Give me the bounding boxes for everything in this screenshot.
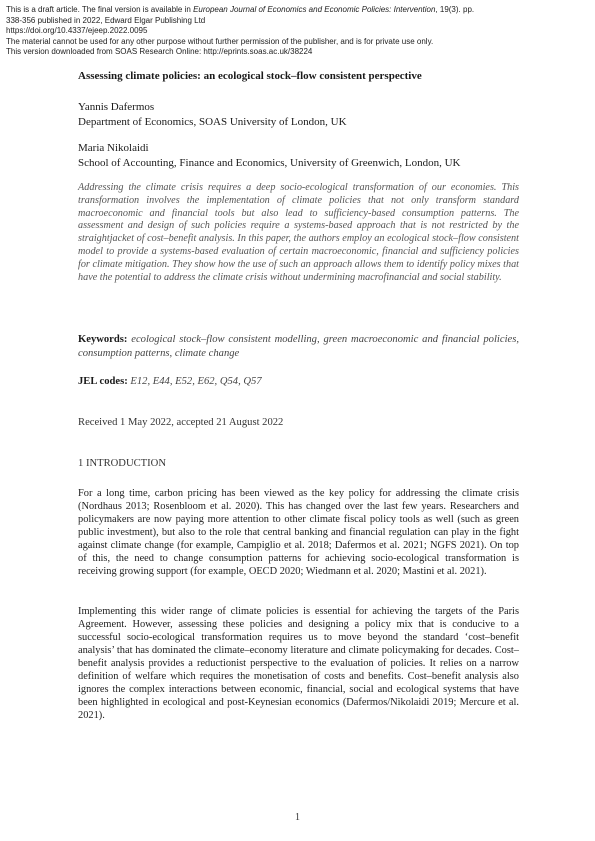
jel-label: JEL codes: bbox=[78, 376, 128, 387]
author-name: Yannis Dafermos bbox=[78, 101, 155, 113]
draft-notice-line-4: The material cannot be used for any other purpose without further permission of the publisher, and is for private use only. bbox=[6, 36, 434, 46]
journal-name: European Journal of Economics and Economic Policies: Intervention bbox=[193, 5, 436, 14]
author-affiliation: School of Accounting, Finance and Economics, University of Greenwich, London, UK bbox=[78, 156, 461, 169]
draft-notice bbox=[6, 5, 591, 58]
section-heading: 1 INTRODUCTION bbox=[78, 458, 166, 469]
doi-link[interactable]: https://doi.org/10.4337/ejeep.2022.0095 bbox=[6, 26, 148, 35]
body-paragraph-1: For a long time, carbon pricing has been viewed as the key policy for addressing the climate crisis (Nordhaus 2013; Rosenbloom et al. 2020). This has changed over the last few years. Researchers and policymakers are now paying more attention to other climate fiscal policy tools as well (such as green public investment), but also to the role that central banking and financial regulation can play in the fight against climate change (for example, Campiglio et al. 2018; Dafermos et al. 2021; NGFS 2021). On top of this, the need to change consumption patterns for achieving socio-ecological transformation is receiving growing support (for example, OECD 2020; Wiedmann et al. 2020; Mastini et al. 2021). bbox=[78, 488, 519, 577]
jel-codes bbox=[78, 376, 519, 387]
draft-notice-line-2: 338-356 published in 2022, Edward Elgar Publishing Ltd bbox=[6, 15, 206, 25]
keywords bbox=[78, 333, 519, 361]
draft-notice-text: This is a draft article. The final version is available in bbox=[6, 5, 191, 14]
keywords-text: ecological stock–flow consistent modelling, green macroeconomic and financial policies, consumption patterns, climate change bbox=[78, 334, 519, 359]
abstract-text: Addressing the climate crisis requires a deep socio-ecological transformation of our economies. This transformation involves the implementation of climate policies that not only transform standard macroeconomic and financial tools but also lead to sufficiency-based consumption patterns. The assessment and design of such policies require a systems-based approach that is not restricted by the straightjacket of cost–benefit analysis. In this paper, the authors employ an ecological stock–flow consistent model to provide a systems-based evaluation of certain macroeconomic, financial and sufficiency policies for climate mitigation. They show how the use of such an approach allows them to identify policy mixes that have the potential to address the climate crisis without undermining macrofinancial and social stability. bbox=[78, 182, 519, 283]
page-number: 1 bbox=[295, 812, 300, 823]
jel-text: E12, E44, E52, E62, Q54, Q57 bbox=[130, 376, 262, 387]
keywords-label: Keywords: bbox=[78, 334, 128, 345]
author-name: Maria Nikolaidi bbox=[78, 142, 149, 154]
author-block-2 bbox=[78, 141, 538, 170]
paper-title: Assessing climate policies: an ecological stock–flow consistent perspective bbox=[78, 70, 422, 82]
repository-link[interactable]: This version downloaded from SOAS Research Online: http://eprints.soas.ac.uk/38224 bbox=[6, 47, 313, 56]
draft-notice-line-1 bbox=[6, 5, 591, 16]
author-block-1 bbox=[78, 100, 538, 129]
author-affiliation: Department of Economics, SOAS University of London, UK bbox=[78, 115, 347, 128]
received-date: Received 1 May 2022, accepted 21 August 2022 bbox=[78, 417, 284, 428]
body-paragraph-2: Implementing this wider range of climate policies is essential for achieving the targets of the Paris Agreement. However, assessing these policies and designing a policy mix that is conducive to a successful socio-ecological transformation requires us to move beyond the standard ‘cost–benefit analysis’ that has dominated the climate–economy literature and climate policymaking for decades. Cost–benefit analysis provides a reductionist perspective to the evaluation of policies. It relies on a narrow definition of welfare which requires the monetisation of costs and benefits. Cost–benefit analysis also ignores the complex interactions between economic, financial, social and ecological systems that have been highlighted in ecological and post-Keynesian economics (Dafermos/Nikolaidi 2019; Mercure et al. 2021). bbox=[78, 606, 519, 721]
abstract bbox=[78, 182, 519, 284]
draft-notice-volume: , 19(3). pp. bbox=[435, 5, 475, 14]
